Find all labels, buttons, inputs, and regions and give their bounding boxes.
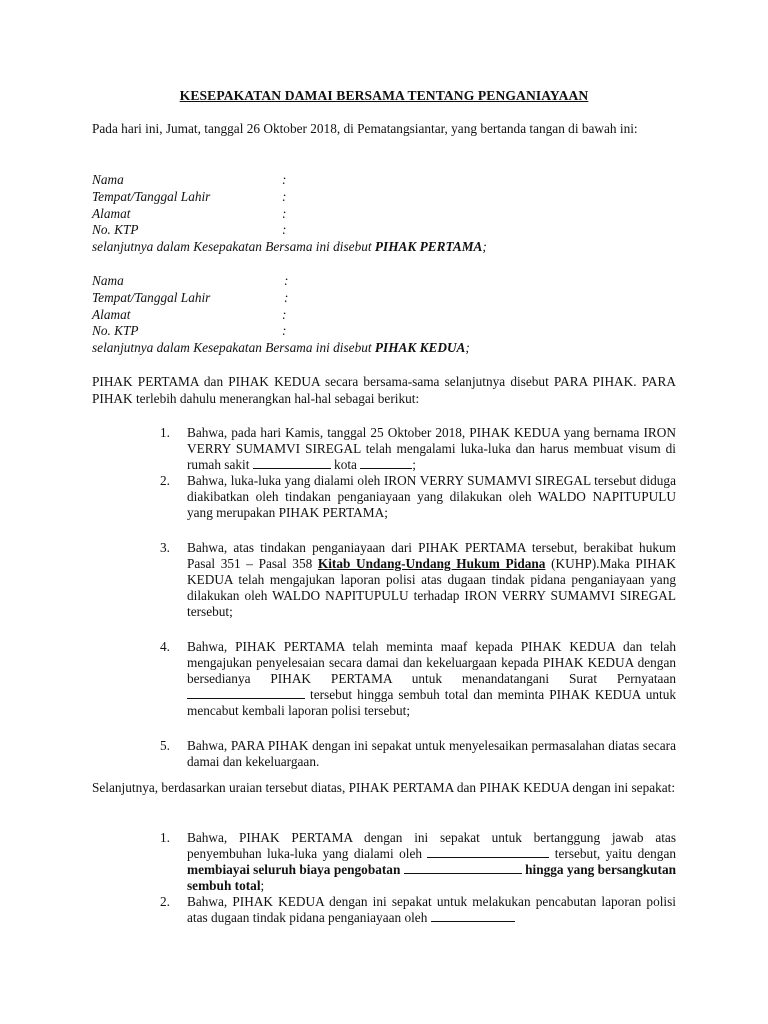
item-text: Bahwa, PIHAK PERTAMA dengan ini sepakat untuk bertanggung jawab atas penyembuhan luka-luka yang dialami oleh [187, 830, 676, 861]
list-item [92, 738, 676, 770]
field-label: Tempat/Tanggal Lahir [92, 289, 211, 305]
field-label: No. KTP [92, 222, 139, 238]
field-label: Tempat/Tanggal Lahir [92, 188, 211, 204]
field-colon: : [282, 172, 287, 187]
blank-field [253, 457, 331, 469]
field-colon: : [282, 323, 287, 339]
field-colon: : [284, 273, 289, 288]
field-label: Nama [92, 172, 124, 187]
intro-paragraph: Pada hari ini, Jumat, tanggal 26 Oktober 2018, di Pematangsiantar, yang bertanda tangan di bawah ini: [92, 121, 638, 136]
party2-field-ttl [92, 290, 676, 307]
party1-designation [92, 239, 676, 256]
item-end: ; [260, 878, 265, 893]
blank-field [427, 846, 549, 858]
item-number: 4. [160, 639, 170, 654]
item-text: Bahwa, PIHAK KEDUA dengan ini sepakat untuk melakukan pencabutan laporan polisi atas dugaan tindak pidana penganiayaan oleh [187, 894, 676, 925]
field-colon: : [282, 188, 287, 204]
item-number: 2. [160, 473, 170, 488]
agreement-intro-paragraph: Selanjutnya, berdasarkan uraian tersebut diatas, PIHAK PERTAMA dan PIHAK KEDUA dengan ini sepakat: [92, 780, 676, 795]
item-number: 2. [160, 894, 170, 909]
party2-field-ktp [92, 323, 676, 340]
item-text: Bahwa, PIHAK PERTAMA telah meminta maaf kepada PIHAK KEDUA dan telah mengajukan penyelesaian secara damai dan kekeluargaan kepada PIHAK KEDUA dengan bersedianya PIHAK PERTAMA untuk menandatangani Surat Pernyataan [187, 639, 676, 686]
list-item [92, 540, 676, 620]
item-number: 1. [160, 425, 170, 440]
law-reference: Kitab Undang-Undang Hukum Pidana [317, 556, 546, 571]
field-label: Nama [92, 273, 124, 288]
field-colon: : [282, 306, 287, 322]
field-label: No. KTP [92, 323, 139, 339]
item-bold-text: membiayai seluruh biaya pengobatan [187, 862, 404, 877]
item-number: 3. [160, 540, 170, 555]
party2-identity-block [92, 273, 676, 357]
item-text: Bahwa, PARA PIHAK dengan ini sepakat untuk menyelesaikan permasalahan diatas secara damai dan kekeluargaan. [187, 738, 676, 769]
item-number: 5. [160, 738, 170, 753]
item-bold-text: hingga yang bersangkutan sembuh total [187, 862, 676, 893]
blank-field [404, 862, 522, 874]
blank-field [360, 457, 412, 469]
party2-designation [92, 340, 676, 357]
item-text: Bahwa, pada hari Kamis, tanggal 25 Oktober 2018, PIHAK KEDUA yang bernama IRON VERRY SUMAMVI SIREGAL telah mengalami luka-luka dan harus membuat visum di rumah sakit [187, 425, 676, 472]
item-text: tersebut, yaitu dengan [549, 846, 676, 861]
party1-field-nama [92, 172, 676, 189]
list-item [92, 639, 676, 719]
field-colon: : [282, 222, 287, 238]
item-text: Bahwa, luka-luka yang dialami oleh IRON VERRY SUMAMVI SIREGAL tersebut diduga diakibatkan oleh tindakan penganiayaan yang dilakukan oleh WALDO NAPITUPULU yang merupakan PIHAK PERTAMA; [187, 473, 676, 520]
designation-end: ; [465, 340, 470, 356]
field-label: Alamat [92, 205, 131, 221]
agreements-list [92, 830, 676, 926]
item-text: kota [330, 457, 361, 472]
list-item [92, 473, 676, 521]
list-item [92, 425, 676, 473]
statement-paragraph: PIHAK PERTAMA dan PIHAK KEDUA secara bersama-sama selanjutnya disebut PARA PIHAK. PARA PIHAK terlebih dahulu menerangkan hal-hal sebagai berikut: [92, 374, 676, 406]
party1-identity-block [92, 172, 676, 256]
document-title: KESEPAKATAN DAMAI BERSAMA TENTANG PENGANIAYAAN [179, 88, 589, 103]
item-text: tersebut hingga sembuh total dan meminta PIHAK KEDUA untuk mencabut kembali laporan polisi tersebut; [187, 687, 676, 718]
designation-text: selanjutnya dalam Kesepakatan Bersama ini disebut [92, 239, 375, 255]
field-colon: : [284, 289, 289, 305]
item-end: ; [412, 457, 416, 472]
party1-field-ktp [92, 222, 676, 239]
blank-field [431, 910, 515, 922]
designation-end: ; [482, 239, 487, 255]
item-text: (KUHP).Maka PIHAK KEDUA telah mengajukan laporan polisi atas dugaan tindak pidana penganiayaan yang dilakukan oleh WALDO NAPITUPULU terhadap IRON VERRY SUMAMVI SIREGAL tersebut; [187, 556, 677, 619]
party1-name: PIHAK PERTAMA [374, 239, 483, 255]
item-text: Bahwa, atas tindakan penganiayaan dari PIHAK PERTAMA tersebut, berakibat hukum Pasal 351 – Pasal 358 [187, 540, 676, 571]
party1-field-alamat [92, 206, 676, 223]
party1-field-ttl [92, 189, 676, 206]
field-label: Alamat [92, 306, 131, 322]
designation-text: selanjutnya dalam Kesepakatan Bersama ini disebut [92, 340, 375, 356]
party2-field-alamat [92, 307, 676, 324]
list-item [92, 894, 676, 926]
item-number: 1. [160, 830, 170, 845]
field-colon: : [282, 205, 287, 221]
recitals-list [92, 425, 676, 770]
party2-field-nama [92, 273, 676, 290]
blank-field [187, 687, 305, 699]
party2-name: PIHAK KEDUA [374, 340, 466, 356]
list-item [92, 830, 676, 894]
